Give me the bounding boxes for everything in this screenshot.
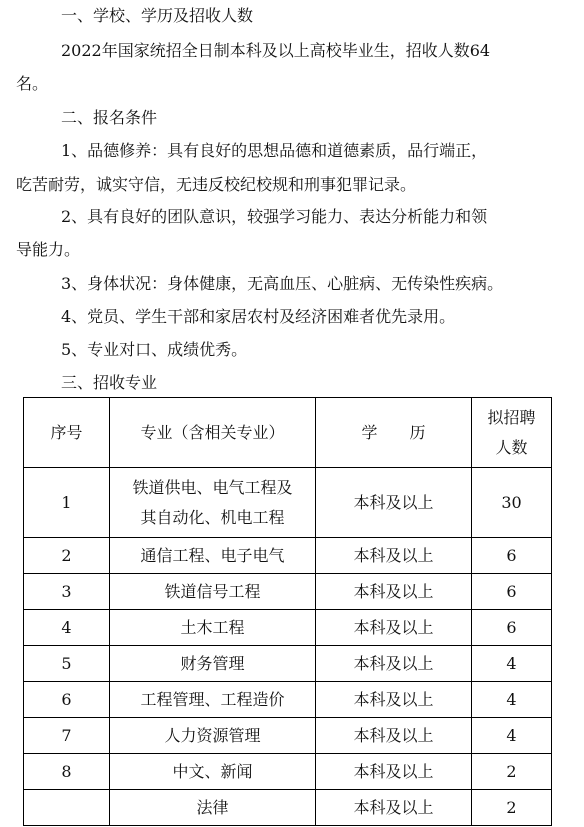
row-seq: 4 <box>24 610 110 646</box>
row-seq: 1 <box>24 468 110 538</box>
header-count-line2: 人数 <box>495 437 528 457</box>
row-major: 铁道信号工程 <box>110 574 316 610</box>
row-major-line1: 铁道供电、电气工程及 <box>132 477 293 497</box>
condition-4: 4、党员、学生干部和家居农村及经济困难者优先录用。 <box>61 307 456 326</box>
condition-5: 5、专业对口、成绩优秀。 <box>61 340 248 359</box>
condition-2-line2: 导能力。 <box>16 240 81 259</box>
row-major <box>110 468 316 538</box>
row-edu: 本科及以上 <box>316 574 472 610</box>
table-header-row <box>24 398 552 468</box>
row-major: 通信工程、电子电气 <box>110 538 316 574</box>
table-row <box>24 468 552 538</box>
row-count: 4 <box>472 646 552 682</box>
row-major: 法律 <box>110 790 316 826</box>
condition-3: 3、身体状况：身体健康，无高血压、心脏病、无传染性疾病。 <box>61 274 504 293</box>
row-count: 6 <box>472 610 552 646</box>
row-seq: 6 <box>24 682 110 718</box>
header-major: 专业（含相关专业） <box>110 398 316 468</box>
condition-1-line1: 1、品德修养：具有良好的思想品德和道德素质，品行端正， <box>61 141 488 160</box>
row-count: 4 <box>472 682 552 718</box>
table-row <box>24 682 552 718</box>
table-row <box>24 754 552 790</box>
header-edu: 学 历 <box>316 398 472 468</box>
section3-heading: 三、招收专业 <box>61 373 158 392</box>
row-major: 中文、新闻 <box>110 754 316 790</box>
table-row <box>24 718 552 754</box>
header-seq: 序号 <box>24 398 110 468</box>
row-edu: 本科及以上 <box>316 754 472 790</box>
table-row <box>24 646 552 682</box>
row-edu: 本科及以上 <box>316 718 472 754</box>
header-count <box>472 398 552 468</box>
row-seq: 5 <box>24 646 110 682</box>
row-seq: 7 <box>24 718 110 754</box>
row-seq <box>24 790 110 826</box>
row-seq: 3 <box>24 574 110 610</box>
row-edu: 本科及以上 <box>316 468 472 538</box>
condition-1-line2: 吃苦耐劳，诚实守信，无违反校纪校规和刑事犯罪记录。 <box>16 175 417 194</box>
row-edu: 本科及以上 <box>316 682 472 718</box>
section1-line1: 2022年国家统招全日制本科及以上高校毕业生，招收人数64 <box>61 41 491 60</box>
section1-heading: 一、学校、学历及招收人数 <box>61 6 254 25</box>
row-count: 6 <box>472 574 552 610</box>
row-count: 2 <box>472 754 552 790</box>
row-seq: 8 <box>24 754 110 790</box>
table-row <box>24 538 552 574</box>
majors-table <box>23 397 552 826</box>
section2-heading: 二、报名条件 <box>61 108 158 127</box>
row-edu: 本科及以上 <box>316 790 472 826</box>
row-count: 2 <box>472 790 552 826</box>
condition-2-line1: 2、具有良好的团队意识，较强学习能力、表达分析能力和领 <box>61 207 488 226</box>
section1-line2: 名。 <box>16 74 49 93</box>
row-major: 土木工程 <box>110 610 316 646</box>
row-count: 6 <box>472 538 552 574</box>
row-major: 财务管理 <box>110 646 316 682</box>
row-seq: 2 <box>24 538 110 574</box>
row-count: 4 <box>472 718 552 754</box>
table-row <box>24 574 552 610</box>
row-major: 工程管理、工程造价 <box>110 682 316 718</box>
table-row <box>24 790 552 826</box>
row-edu: 本科及以上 <box>316 610 472 646</box>
row-edu: 本科及以上 <box>316 538 472 574</box>
row-edu: 本科及以上 <box>316 646 472 682</box>
header-count-line1: 拟招聘 <box>487 407 536 427</box>
table-row <box>24 610 552 646</box>
row-count: 30 <box>472 468 552 538</box>
row-major: 人力资源管理 <box>110 718 316 754</box>
row-major-line2: 其自动化、机电工程 <box>140 507 285 527</box>
